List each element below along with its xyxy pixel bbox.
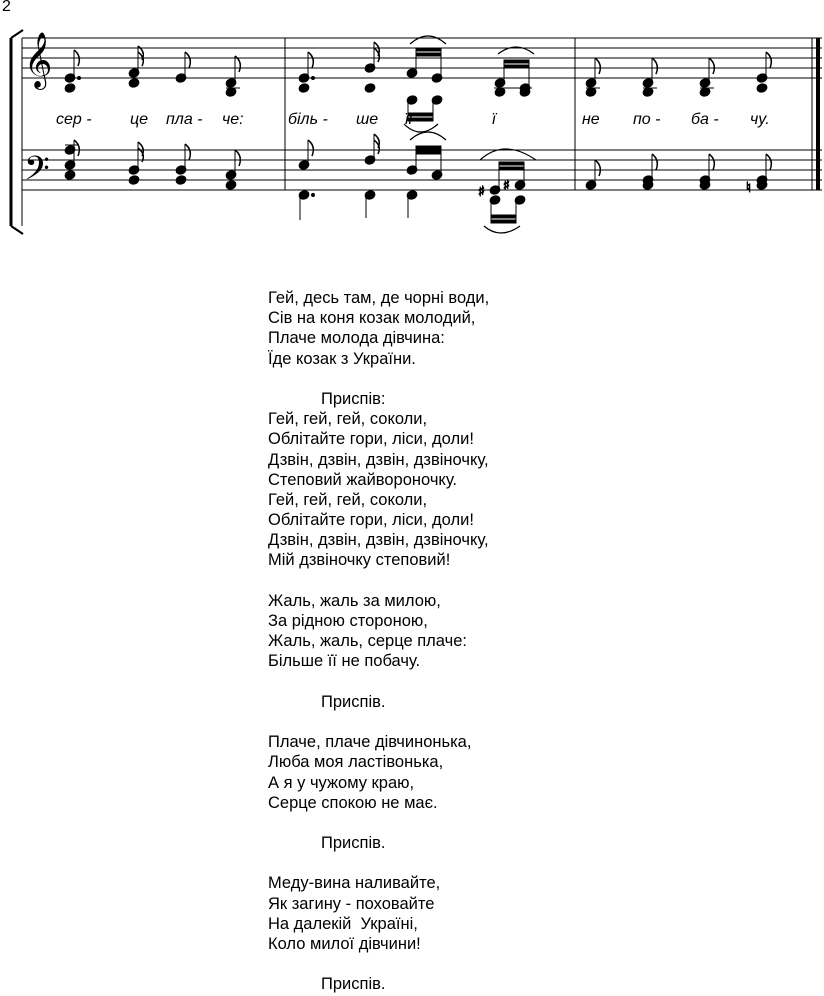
verse-2-line: Більше її не побачу.: [268, 652, 421, 671]
verse-4-line: На далекій Україні,: [268, 914, 418, 933]
refrain-label: Приспів:: [321, 389, 386, 408]
refrain-line: Облітайте гори, ліси, доли!: [268, 511, 474, 530]
refrain-line: Облітайте гори, ліси, доли!: [268, 430, 474, 449]
page-number: 2: [2, 0, 11, 15]
lyric-syllable: чу.: [750, 111, 770, 128]
refrain-reference: Приспів.: [321, 692, 386, 711]
svg-text:♮: ♮: [746, 180, 752, 196]
system-bracket: [11, 30, 23, 234]
music-score: [0, 0, 824, 240]
verse-3-line: А я у чужому краю,: [268, 773, 415, 792]
verse-1-line: Плаче молода дівчина:: [268, 329, 445, 348]
lyric-syllable: че:: [222, 111, 244, 128]
lyric-syllable: біль -: [288, 111, 328, 128]
verse-2-line: За рідною стороною,: [268, 612, 428, 630]
verse-1-line: Сів на коня козак молодий,: [268, 309, 476, 328]
verse-4-line: Як загину - поховайте: [268, 894, 435, 913]
lyric-syllable: це: [130, 111, 149, 128]
refrain-line: Гей, гей, гей, соколи,: [268, 410, 428, 429]
verse-2-line: Жаль, жаль за милою,: [268, 591, 441, 610]
verse-1-line: Гей, десь там, де чорні води,: [268, 289, 490, 307]
verse-1-line: Їде козак з України.: [268, 349, 416, 368]
lyric-syllable: ше: [356, 111, 379, 128]
lyric-syllable: по -: [633, 111, 661, 128]
svg-text:♯: ♯: [478, 184, 485, 200]
svg-text:♯: ♯: [503, 178, 510, 194]
verse-3-line: Серце спокою не має.: [268, 793, 438, 812]
lyric-syllable: не: [582, 111, 600, 128]
treble-staff: [22, 38, 822, 78]
lyric-syllable: її: [405, 111, 413, 128]
bass-clef-icon: 𝄢: [24, 150, 50, 196]
lyric-syllable: пла -: [166, 111, 203, 128]
song-lyrics: [268, 288, 489, 995]
verse-4-line: Коло милої дівчини!: [268, 935, 421, 953]
refrain-line: Степовий жайвороночку.: [268, 470, 458, 489]
refrain-line: Мій дзвіночку степовий!: [268, 551, 451, 570]
treble-clef-icon: 𝄞: [24, 32, 53, 88]
verse-4-line: Меду-вина наливайте,: [268, 874, 441, 893]
bass-notes: [64, 132, 771, 233]
verse-3-line: Плаче, плаче дівчинонька,: [268, 733, 472, 752]
lyric-syllable: сер -: [56, 111, 92, 128]
treble-notes-m3: [585, 52, 771, 97]
treble-notes: [64, 46, 240, 97]
refrain-line: Дзвін, дзвін, дзвін, дзвіночку,: [268, 531, 489, 550]
refrain-line: Гей, гей, гей, соколи,: [268, 490, 428, 509]
treble-notes-m2: [298, 36, 534, 132]
refrain-reference: Приспів.: [321, 975, 386, 994]
refrain-reference: Приспів.: [321, 834, 386, 853]
refrain-line: Дзвін, дзвін, дзвін, дзвіночку,: [268, 450, 489, 469]
verse-3-line: Люба моя ластівонька,: [268, 753, 444, 772]
lyric-syllable: ї: [492, 111, 496, 128]
verse-2-line: Жаль, жаль, серце плаче:: [268, 632, 467, 651]
lyric-syllable: ба -: [691, 111, 719, 128]
